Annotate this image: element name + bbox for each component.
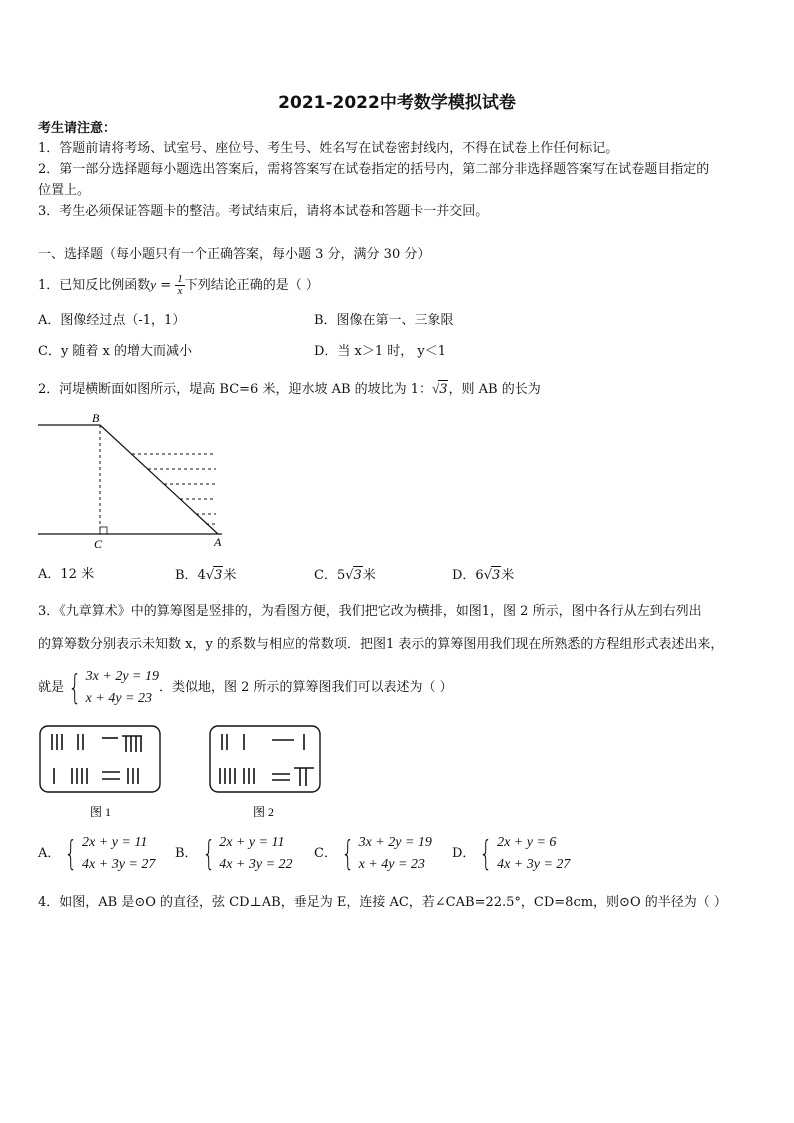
q3-line3-post: ．类似地，图 2 所示的算筹图我们可以表述为（ ） bbox=[158, 680, 453, 695]
brace-icon: { bbox=[479, 834, 493, 874]
q2-text-a: 2．河堤横断面如图所示，堤高 BC=6 米，迎水坡 AB 的坡比为 1： bbox=[38, 382, 433, 397]
q3-line-3 bbox=[38, 666, 453, 710]
q3-opt-d-eq-2: 4x + 3y = 27 bbox=[497, 857, 571, 872]
q3-opt-b-label: B． bbox=[175, 846, 198, 861]
sqrt-icon: √ bbox=[432, 381, 440, 396]
q2-opt-d-pre: D．6 bbox=[452, 568, 484, 583]
notice-heading: 考生请注意： bbox=[38, 121, 117, 136]
q3-opt-a-label: A． bbox=[38, 846, 61, 861]
q1-num: 1 bbox=[177, 273, 183, 285]
q2-opt-b-post: 米 bbox=[223, 568, 237, 583]
q2-root: 3 bbox=[439, 382, 448, 397]
question-4: 4．如图，AB 是⊙O 的直径，弦 CD⊥AB，垂足为 E，连接 AC，若∠CAB=22.5°，CD=8cm，则⊙O 的半径为（ ） bbox=[38, 895, 727, 910]
q3-opt-b-eq-2: 4x + 3y = 22 bbox=[219, 857, 293, 872]
q2-option-b[interactable] bbox=[175, 566, 236, 585]
sqrt-icon: √ bbox=[483, 568, 492, 583]
sqrt-icon: √ bbox=[345, 568, 354, 583]
q3-opt-c-system bbox=[359, 832, 432, 876]
q1-suffix: 下列结论正确的是（ ） bbox=[184, 278, 319, 293]
q1-prefix: 1．已知反比例函数 bbox=[38, 278, 151, 293]
q3-opt-c-eq-1: 3x + 2y = 19 bbox=[358, 835, 432, 850]
q3-opt-c-eq-2: x + 4y = 23 bbox=[358, 857, 425, 872]
q2-option-c[interactable] bbox=[314, 566, 376, 585]
q2-option-a[interactable] bbox=[38, 566, 94, 584]
q2-opt-d-post: 米 bbox=[501, 568, 515, 583]
q3-opt-c-label: C． bbox=[314, 846, 337, 861]
section-heading: 一、选择题（每小题只有一个正确答案，每小题 3 分，满分 30 分） bbox=[38, 247, 431, 262]
q3-line-2: 的算筹数分别表示未知数 x，y 的系数与相应的常数项．把图1 表示的算筹图用我们现在所熟悉的方程组形式表述出来， bbox=[38, 637, 724, 652]
q2-opt-c-root: 3 bbox=[353, 568, 362, 583]
fig2-label: 图 2 bbox=[253, 805, 275, 819]
q3-opt-b-eq-1: 2x + y = 11 bbox=[219, 835, 285, 850]
q3-option-b[interactable] bbox=[175, 832, 293, 876]
embankment-diagram bbox=[36, 410, 226, 552]
fig1-label: 图 1 bbox=[90, 805, 112, 819]
q3-line-1: 3．《九章算术》中的算筹图是竖排的，为看图方便，我们把它改为横排，如图1，图 2 所示，图中各行从左到右列出 bbox=[38, 604, 702, 619]
q1-y: y bbox=[150, 277, 157, 292]
figure-2 bbox=[210, 726, 320, 819]
figure-1 bbox=[40, 726, 160, 819]
brace-icon: { bbox=[64, 834, 78, 874]
brace-icon: { bbox=[68, 668, 82, 708]
q1-option-c[interactable]: C．y 随着 x 的增大而减小 bbox=[38, 344, 193, 359]
question-1 bbox=[38, 274, 319, 297]
q3-opt-d-label: D． bbox=[452, 846, 476, 861]
q2-opt-c-pre: C．5 bbox=[314, 568, 346, 583]
q2-text-b: ，则 AB 的长为 bbox=[448, 382, 541, 397]
q3-line3-pre: 就是 bbox=[38, 680, 65, 695]
label-c: C bbox=[94, 537, 103, 551]
q2-opt-d-root: 3 bbox=[492, 568, 501, 583]
sqrt-icon: √ bbox=[205, 568, 215, 583]
counting-rod-figures bbox=[38, 724, 328, 822]
label-a: A bbox=[214, 535, 222, 549]
brace-icon: { bbox=[201, 834, 215, 874]
notice-item-3: 3．考生必须保证答题卡的整洁。考试结束后，请将本试卷和答题卡一并交回。 bbox=[38, 204, 489, 219]
q3-main-system bbox=[86, 666, 159, 710]
q3-option-c[interactable] bbox=[314, 832, 432, 876]
q1-option-d[interactable]: D．当 x＞1 时， y＜1 bbox=[314, 344, 447, 359]
q1-den: x bbox=[177, 285, 183, 297]
q2-opt-b-root: 3 bbox=[214, 568, 223, 583]
q3-opt-a-system bbox=[82, 832, 155, 876]
q3-opt-d-eq-1: 2x + y = 6 bbox=[497, 835, 557, 850]
notice-item-2: 2．第一部分选择题每小题选出答案后，需将答案写在试卷指定的括号内，第二部分非选择题答案写在试卷题目指定的 bbox=[38, 162, 710, 177]
q2-opt-b-pre: B．4 bbox=[175, 568, 206, 583]
q1-fraction bbox=[175, 274, 185, 297]
q3-option-d[interactable] bbox=[452, 832, 570, 876]
notice-item-1: 1．答题前请将考场、试室号、座位号、考生号、姓名写在试卷密封线内，不得在试卷上作任何标记。 bbox=[38, 141, 619, 156]
q3-main-eq-1: 3x + 2y = 19 bbox=[85, 669, 159, 684]
q1-eq: = bbox=[156, 278, 176, 293]
q1-option-b[interactable]: B．图像在第一、三象限 bbox=[314, 313, 454, 328]
brace-icon: { bbox=[341, 834, 355, 874]
q2-opt-c-post: 米 bbox=[362, 568, 376, 583]
q2-option-d[interactable] bbox=[452, 566, 514, 585]
q3-opt-a-eq-1: 2x + y = 11 bbox=[82, 835, 148, 850]
q3-opt-d-system bbox=[497, 832, 570, 876]
q3-option-a[interactable] bbox=[38, 832, 155, 876]
q2-opt-a-pre: A．12 米 bbox=[38, 567, 95, 582]
q3-main-eq-2: x + 4y = 23 bbox=[85, 691, 152, 706]
q3-opt-b-system bbox=[219, 832, 292, 876]
notice-item-2-cont: 位置上。 bbox=[38, 183, 91, 198]
page-title: 2021-2022中考数学模拟试卷 bbox=[278, 93, 516, 113]
q3-opt-a-eq-2: 4x + 3y = 27 bbox=[82, 857, 156, 872]
label-b: B bbox=[92, 411, 100, 425]
question-2 bbox=[38, 380, 541, 399]
q1-option-a[interactable]: A．图像经过点（-1，1） bbox=[38, 313, 186, 328]
